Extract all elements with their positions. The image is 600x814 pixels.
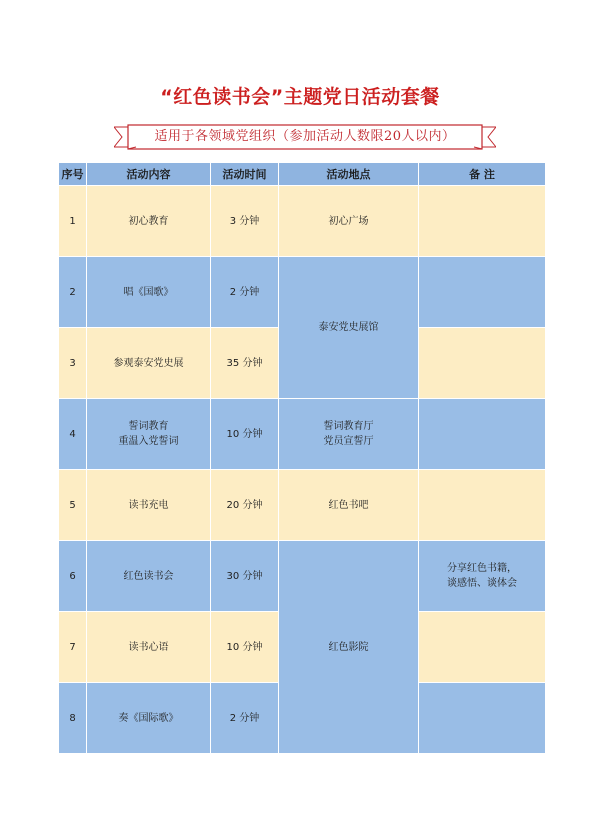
activity-location: 誓词教育厅 党员宣誓厅 <box>279 399 419 470</box>
table-header-row <box>59 163 546 186</box>
row-number: 3 <box>59 328 87 399</box>
activity-time: 2 分钟 <box>211 683 279 754</box>
header-content: 活动内容 <box>87 163 211 186</box>
activity-time: 30 分钟 <box>211 541 279 612</box>
activity-remark <box>419 470 546 541</box>
activity-content: 初心教育 <box>87 186 211 257</box>
activity-content: 奏《国际歌》 <box>87 683 211 754</box>
activity-time: 2 分钟 <box>211 257 279 328</box>
activity-content: 唱《国歌》 <box>87 257 211 328</box>
activity-content: 红色读书会 <box>87 541 211 612</box>
activity-location: 泰安党史展馆 <box>279 257 419 399</box>
row-number: 6 <box>59 541 87 612</box>
header-seq: 序号 <box>59 163 87 186</box>
row-number: 2 <box>59 257 87 328</box>
activity-remark <box>419 257 546 328</box>
activity-location: 初心广场 <box>279 186 419 257</box>
row-number: 5 <box>59 470 87 541</box>
activity-remark: 分享红色书籍， 谈感悟、谈体会 <box>419 541 546 612</box>
subtitle-ribbon <box>114 124 496 150</box>
activity-content: 誓词教育 重温入党誓词 <box>87 399 211 470</box>
row-number: 8 <box>59 683 87 754</box>
activity-remark <box>419 612 546 683</box>
row-number: 1 <box>59 186 87 257</box>
activity-content: 参观泰安党史展 <box>87 328 211 399</box>
table-row <box>59 470 546 541</box>
activity-remark <box>419 399 546 470</box>
header-remarks: 备 注 <box>419 163 546 186</box>
activity-location: 红色影院 <box>279 541 419 754</box>
subtitle-text: 适用于各领域党组织（参加活动人数限20人以内） <box>154 129 456 144</box>
activity-remark <box>419 683 546 754</box>
page-title: “红色读书会”主题党日活动套餐 <box>160 86 440 108</box>
activity-time: 20 分钟 <box>211 470 279 541</box>
header-location: 活动地点 <box>279 163 419 186</box>
activity-content: 读书心语 <box>87 612 211 683</box>
activity-content: 读书充电 <box>87 470 211 541</box>
activity-time: 10 分钟 <box>211 612 279 683</box>
activity-remark <box>419 186 546 257</box>
table-row <box>59 257 546 328</box>
table-row <box>59 399 546 470</box>
activity-time: 35 分钟 <box>211 328 279 399</box>
table-row <box>59 186 546 257</box>
header-time: 活动时间 <box>211 163 279 186</box>
activity-time: 3 分钟 <box>211 186 279 257</box>
activity-table <box>58 162 546 754</box>
activity-location: 红色书吧 <box>279 470 419 541</box>
row-number: 7 <box>59 612 87 683</box>
row-number: 4 <box>59 399 87 470</box>
table-row <box>59 541 546 612</box>
activity-remark <box>419 328 546 399</box>
activity-time: 10 分钟 <box>211 399 279 470</box>
